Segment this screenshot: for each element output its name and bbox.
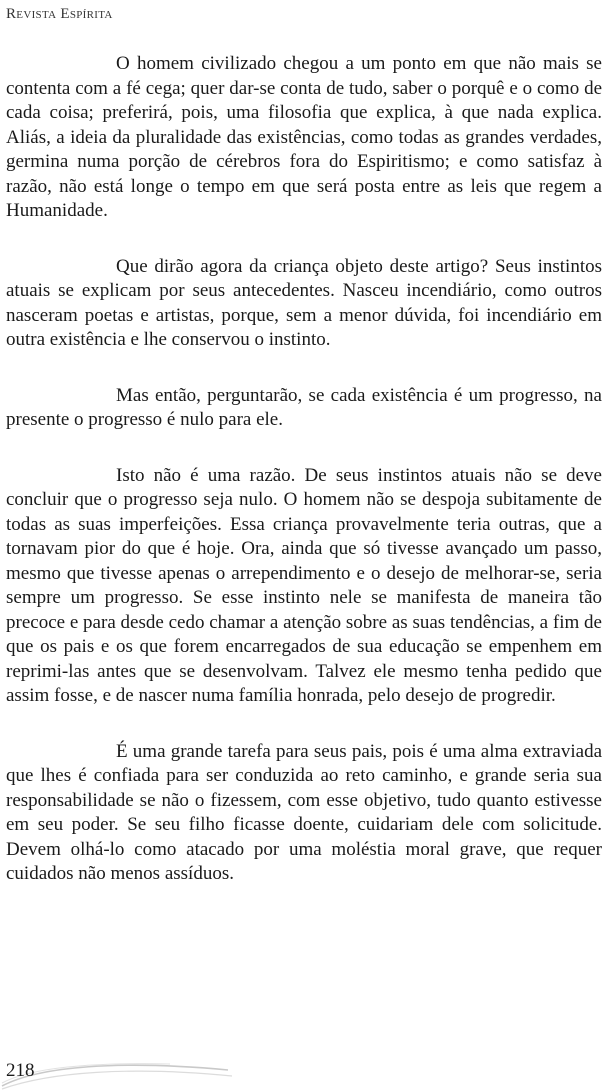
page-body <box>6 52 602 918</box>
footer-swoosh-ornament <box>0 1056 240 1090</box>
page-number: 218 <box>6 1060 35 1081</box>
page-footer <box>0 1056 607 1090</box>
paragraph: Mas então, perguntarão, se cada existência é um progresso, na presente o progresso é nulo para ele. <box>6 384 602 430</box>
running-header: Revista Espírita <box>6 6 113 22</box>
paragraph: Que dirão agora da criança objeto deste artigo? Seus instintos atuais se explicam por seus antecedentes. Nasceu incendiário, como outros nasceram poetas e artistas, porque, sem a menor dúvida, foi incendiário em outra existência e lhe conservou o instinto. <box>6 255 602 350</box>
paragraph: É uma grande tarefa para seus pais, pois é uma alma extraviada que lhes é confiada para ser conduzida ao reto caminho, e grande seria sua responsabilidade se não o fizessem, com esse objetivo, tudo quanto estivesse em seu poder. Se seu filho ficasse doente, cuidariam dele com solicitude. Devem olhá-lo como atacado por uma moléstia moral grave, que requer cuidados não menos assíduos. <box>6 740 602 884</box>
paragraph: Isto não é uma razão. De seus instintos atuais não se deve concluir que o progresso seja nulo. O homem não se despoja subitamente de todas as suas imperfeições. Essa criança provavelmente teria outras, que a tornavam pior do que é hoje. Ora, ainda que só tivesse avançado um passo, mesmo que tivesse apenas o arrependimento e o desejo de melhorar-se, seria sempre um progresso. Se esse instinto nele se manifesta de maneira tão precoce e para desde cedo chamar a atenção sobre as suas tendências, a fim de que os pais e os que forem encarregados de sua educação se empenhem em reprimi-las antes que se desenvolvam. Talvez ele mesmo tenha pedido que assim fosse, e de nascer numa família honrada, pelo desejo de progredir. <box>6 464 602 706</box>
paragraph: O homem civilizado chegou a um ponto em que não mais se contenta com a fé cega; quer dar-se conta de tudo, saber o porquê e o como de cada coisa; preferirá, pois, uma filosofia que explica, à que nada explica. Aliás, a ideia da pluralidade das existências, como todas as grandes verdades, germina numa porção de cérebros fora do Espiritismo; e como satisfaz à razão, não está longe o tempo em que será posta entre as leis que regem a Humanidade. <box>6 53 602 221</box>
